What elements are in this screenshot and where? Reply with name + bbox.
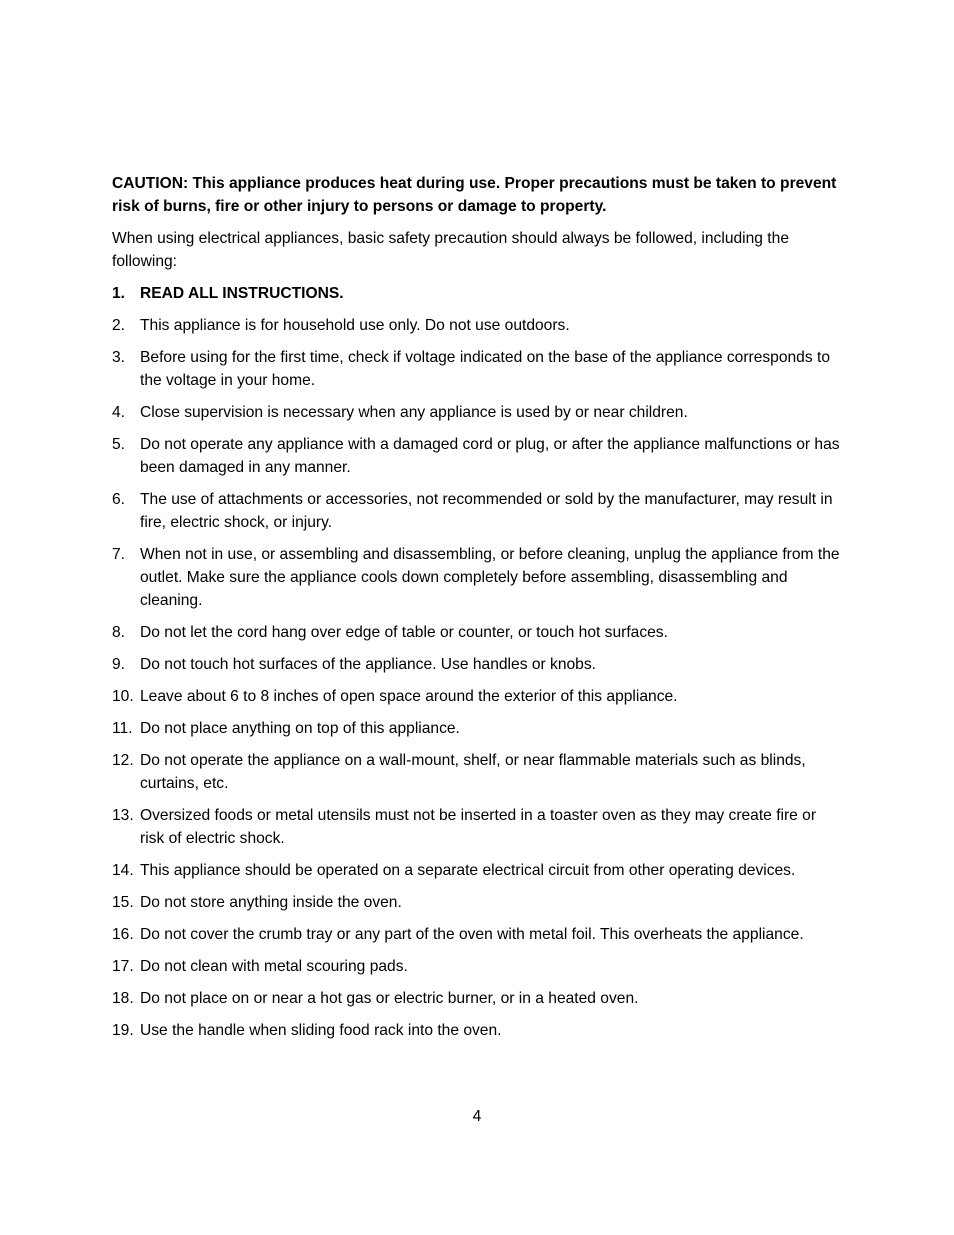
intro-paragraph: When using electrical appliances, basic safety precaution should always be followed, including the following: xyxy=(112,230,789,270)
item-text: Do not place on or near a hot gas or electric burner, or in a heated oven. xyxy=(140,990,639,1007)
page-number: 4 xyxy=(472,1108,482,1125)
item-text: The use of attachments or accessories, not recommended or sold by the manufacturer, may result in fire, electric shock, or injury. xyxy=(140,491,833,531)
item-text: Do not clean with metal scouring pads. xyxy=(140,958,408,975)
item-number: 7. xyxy=(112,546,126,563)
item-text: Do not store anything inside the oven. xyxy=(140,894,402,911)
list-item xyxy=(112,488,842,534)
list-item xyxy=(112,717,842,740)
item-number: 3. xyxy=(112,349,126,366)
list-item xyxy=(112,1019,842,1042)
item-text: This appliance should be operated on a separate electrical circuit from other operating devices. xyxy=(140,862,796,879)
item-text: Do not touch hot surfaces of the appliance. Use handles or knobs. xyxy=(140,656,596,673)
item-text: Close supervision is necessary when any appliance is used by or near children. xyxy=(140,404,688,421)
item-text: Do not place anything on top of this appliance. xyxy=(140,720,460,737)
list-item xyxy=(112,891,842,914)
item-number: 10. xyxy=(112,688,134,705)
item-number: 6. xyxy=(112,491,126,508)
item-text: Oversized foods or metal utensils must not be inserted in a toaster oven as they may create fire or risk of electric shock. xyxy=(140,807,817,847)
list-item xyxy=(112,401,842,424)
list-item xyxy=(112,621,842,644)
item-text: Do not operate the appliance on a wall-mount, shelf, or near flammable materials such as blinds, curtains, etc. xyxy=(140,752,806,792)
item-number: 4. xyxy=(112,404,126,421)
list-item xyxy=(112,804,842,850)
item-number: 1. xyxy=(112,285,126,302)
list-item xyxy=(112,685,842,708)
item-text: Leave about 6 to 8 inches of open space around the exterior of this appliance. xyxy=(140,688,678,705)
item-text: This appliance is for household use only. Do not use outdoors. xyxy=(140,317,570,334)
item-text: READ ALL INSTRUCTIONS. xyxy=(140,285,344,302)
item-text: Do not cover the crumb tray or any part of the oven with metal foil. This overheats the appliance. xyxy=(140,926,804,943)
document-body xyxy=(112,172,842,1051)
safety-instructions-list xyxy=(112,282,842,1042)
list-item xyxy=(112,543,842,612)
list-item xyxy=(112,653,842,676)
item-number: 15. xyxy=(112,894,134,911)
list-item xyxy=(112,749,842,795)
caution-paragraph: CAUTION: This appliance produces heat during use. Proper precautions must be taken to prevent risk of burns, fire or other injury to persons or damage to property. xyxy=(112,175,837,215)
item-number: 2. xyxy=(112,317,126,334)
item-number: 19. xyxy=(112,1022,134,1039)
list-item xyxy=(112,433,842,479)
item-number: 14. xyxy=(112,862,134,879)
item-number: 9. xyxy=(112,656,126,673)
list-item xyxy=(112,314,842,337)
list-item xyxy=(112,346,842,392)
item-number: 11. xyxy=(112,720,133,737)
item-text: When not in use, or assembling and disassembling, or before cleaning, unplug the appliance from the outlet. Make sure the appliance cools down completely before assembling, disassembling and cleaning. xyxy=(140,546,840,609)
item-number: 12. xyxy=(112,752,134,769)
list-item xyxy=(112,859,842,882)
item-number: 18. xyxy=(112,990,134,1007)
item-number: 8. xyxy=(112,624,126,641)
item-text: Do not operate any appliance with a damaged cord or plug, or after the appliance malfunctions or has been damaged in any manner. xyxy=(140,436,840,476)
item-number: 16. xyxy=(112,926,134,943)
list-item xyxy=(112,282,842,305)
item-number: 13. xyxy=(112,807,134,824)
list-item xyxy=(112,955,842,978)
item-text: Use the handle when sliding food rack into the oven. xyxy=(140,1022,502,1039)
item-text: Before using for the first time, check if voltage indicated on the base of the appliance corresponds to the voltage in your home. xyxy=(140,349,830,389)
item-number: 5. xyxy=(112,436,126,453)
list-item xyxy=(112,987,842,1010)
item-number: 17. xyxy=(112,958,134,975)
item-text: Do not let the cord hang over edge of table or counter, or touch hot surfaces. xyxy=(140,624,668,641)
list-item xyxy=(112,923,842,946)
